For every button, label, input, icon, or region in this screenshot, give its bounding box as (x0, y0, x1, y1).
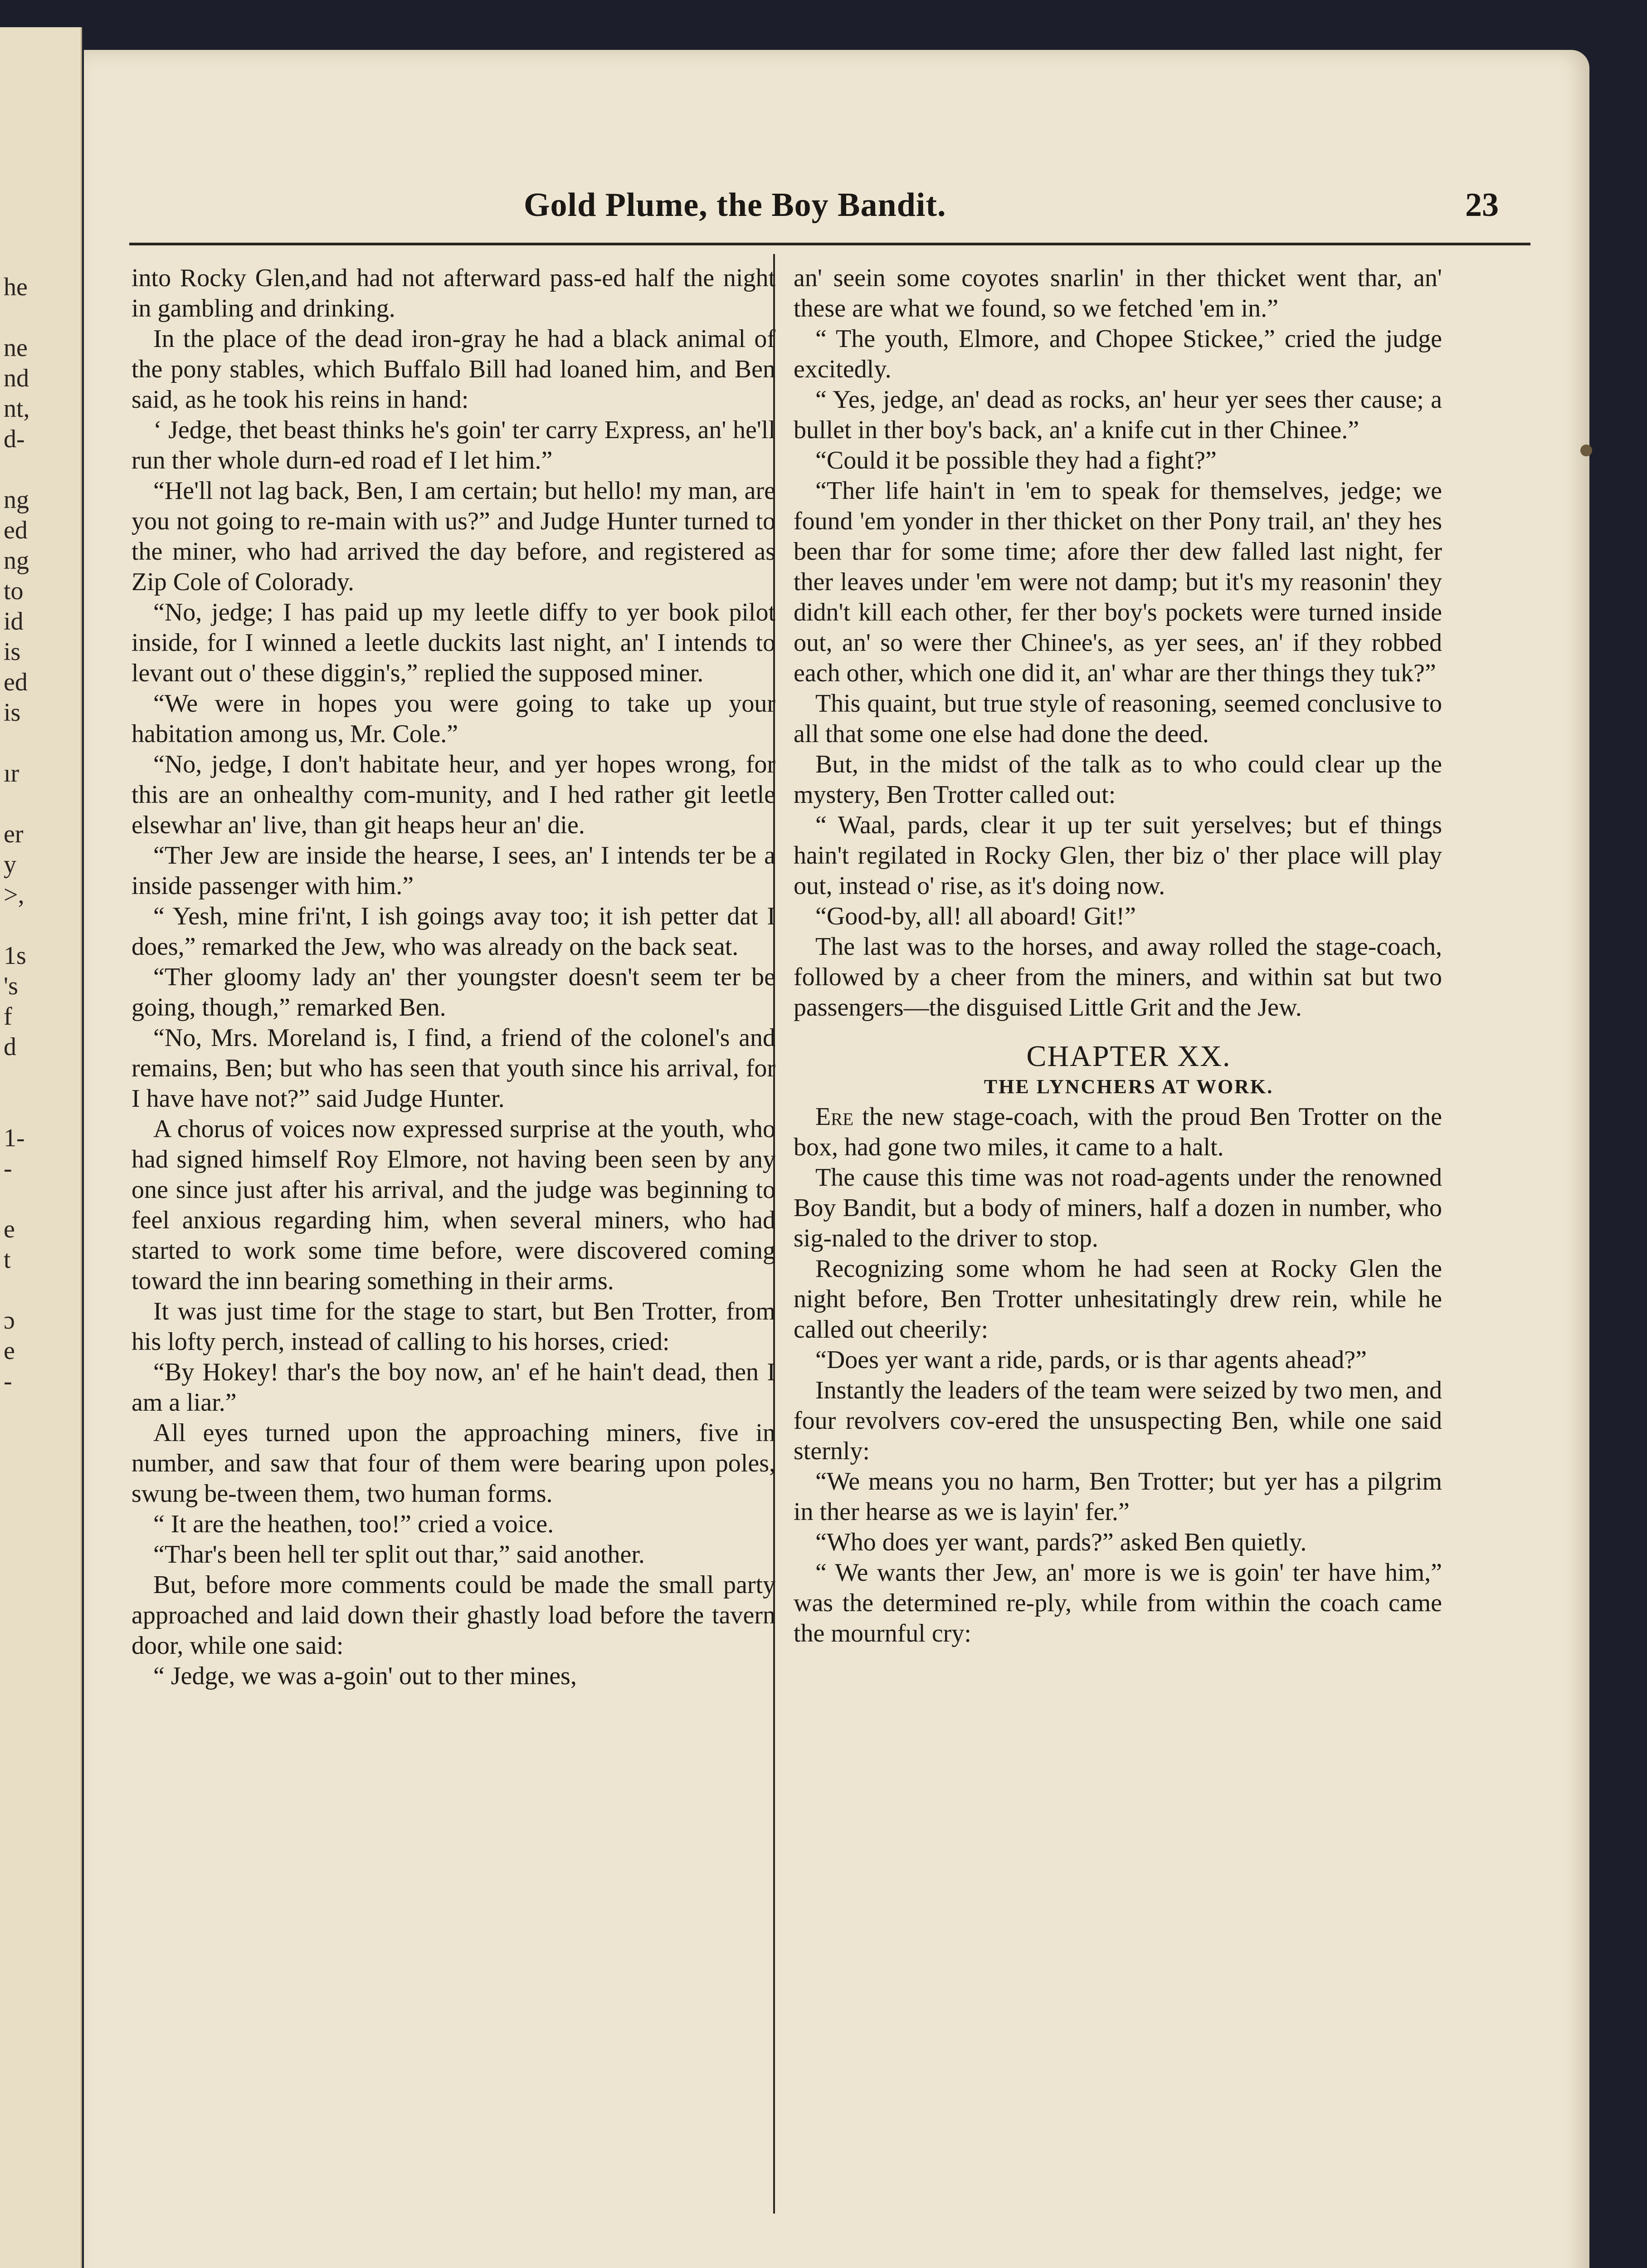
adjacent-page-fragment: is (4, 638, 21, 666)
running-header (84, 186, 1589, 227)
paragraph (132, 1540, 775, 1570)
running-title: Gold Plume, the Boy Bandit. (524, 186, 946, 224)
adjacent-page-fragment (4, 1062, 76, 1093)
adjacent-page-fragment: f (4, 1002, 12, 1031)
paragraph (794, 689, 1442, 749)
paragraph-text: “No, jedge, I don't habitate heur, and yer hopes wrong, for this are an onhealthy com-munity, and I hed rather git leetle elsewhar an' live, than git heaps heur an' die. (132, 750, 775, 839)
paragraph-text: “Thar's been hell ter split out thar,” said another. (153, 1540, 645, 1569)
paragraph-text: “Good-by, all! all aboard! Git!” (815, 902, 1136, 930)
paragraph (794, 749, 1442, 810)
adjacent-page-fragment: e (4, 1337, 15, 1365)
adjacent-page-fragment (4, 1397, 76, 1427)
paragraph-text: But, in the midst of the talk as to who could clear up the mystery, Ben Trotter called out: (794, 750, 1442, 809)
paragraph (132, 1023, 775, 1114)
paragraph (794, 901, 1442, 932)
book-page (84, 50, 1589, 2268)
adjacent-page-fragment: ed (4, 516, 28, 544)
adjacent-page-fragment: - (4, 1367, 12, 1395)
paragraph (794, 1466, 1442, 1527)
right-column-text (794, 263, 1442, 1023)
adjacent-page-fragment: d (4, 1033, 16, 1061)
paragraph (794, 476, 1442, 689)
paragraph-text: ‘ Jedge, thet beast thinks he's goin' ter carry Express, an' he'll run ther whole durn-ed road ef I let him.” (132, 416, 775, 474)
paragraph (794, 1558, 1442, 1649)
paragraph-text: This quaint, but true style of reasoning, seemed conclusive to all that some one else had done the deed. (794, 689, 1442, 748)
paragraph (132, 1296, 775, 1357)
paragraph (132, 1570, 775, 1661)
paragraph (794, 385, 1442, 445)
paragraph (132, 1661, 775, 1691)
adjacent-page-fragment: 1- (4, 1124, 25, 1152)
chapter-subtitle: THE LYNCHERS AT WORK. (984, 1075, 1274, 1098)
paragraph-text: “Ther life hain't in 'em to speak for themselves, jedge; we found 'em yonder in ther thicket on ther Pony trail, an' they hes been thar for some time; afore ther dew falled last night, fer ther leaves under 'em were not damp; but it's my reasonin' they didn't kill each other, fer ther boy's pockets were turned inside out, an' so were ther Chinee's, as yer sees, an' if they robbed each other, which one did it, an' whar are ther things they tuk?” (794, 477, 1442, 687)
adjacent-page-fragment: 's (4, 972, 18, 1000)
paragraph (132, 1357, 775, 1418)
paragraph (794, 1527, 1442, 1558)
adjacent-page-fragment: ng (4, 547, 29, 575)
paragraph-text: “ It are the heathen, too!” cried a voice. (153, 1510, 554, 1538)
adjacent-page-fragment (4, 1275, 76, 1305)
paragraph (132, 1114, 775, 1296)
paragraph (132, 263, 775, 324)
paragraph-text: The cause this time was not road-agents under the renowned Boy Bandit, but a body of miners, half a dozen in number, who sig-naled to the driver to stop. (794, 1163, 1442, 1252)
adjacent-page-fragment (4, 303, 76, 333)
adjacent-page-fragment: to (4, 577, 24, 605)
adjacent-page-fragment: ne (4, 334, 28, 362)
paragraph (794, 1345, 1442, 1375)
page-number: 23 (1465, 186, 1499, 224)
paragraph (132, 1418, 775, 1509)
drop-lead-word: Ere (815, 1103, 854, 1131)
chapter-heading: CHAPTER XX. (1026, 1040, 1231, 1073)
paragraph (794, 1254, 1442, 1345)
paragraph-text: an' seein some coyotes snarlin' in ther thicket went thar, an' these are what we found, so we fetched 'em in.” (794, 264, 1442, 323)
adjacent-page-fragment (4, 1093, 76, 1123)
ink-speck (1580, 445, 1592, 456)
paragraph-text: “ Waal, pards, clear it up ter suit yerselves; but ef things hain't regilated in Rocky Glen, ther biz o' ther place will play out, instead o' rise, as it's doing now. (794, 811, 1442, 900)
adjacent-page-fragment: er (4, 820, 24, 848)
paragraph (132, 901, 775, 962)
paragraph-text: “Ther gloomy lady an' ther youngster doesn't seem ter be going, though,” remarked Ben. (132, 963, 775, 1022)
paragraph-text: “Ther Jew are inside the hearse, I sees, an' I intends ter be a inside passenger with him.” (132, 841, 775, 900)
paragraph-text: the new stage-coach, with the proud Ben Trotter on the box, had gone two miles, it came to a halt. (794, 1103, 1442, 1161)
paragraph-text: “We were in hopes you were going to take up your habitation among us, Mr. Cole.” (132, 689, 775, 748)
paragraph-text: In the place of the dead iron-gray he had a black animal of the pony stables, which Buffalo Bill had loaned him, and Ben said, as he took his reins in hand: (132, 325, 775, 414)
adjacent-page-fragment: 1s (4, 942, 26, 970)
paragraph-text: “ We wants ther Jew, an' more is we is goin' ter have him,” was the determined re-ply, while from within the coach came the mournful cry: (794, 1559, 1442, 1647)
paragraph (794, 932, 1442, 1023)
paragraph (794, 1375, 1442, 1466)
adjacent-page-fragment: nt, (4, 395, 30, 423)
paragraph-text: “ Jedge, we was a-goin' out to ther mines, (153, 1662, 577, 1690)
paragraph (132, 749, 775, 841)
paragraph (794, 263, 1442, 324)
paragraph-text: “ The youth, Elmore, and Chopee Stickee,” cried the judge excitedly. (794, 325, 1442, 383)
paragraph-text: “ Yesh, mine fri'nt, I ish goings avay too; it ish petter dat I does,” remarked the Jew, who was already on the back seat. (132, 902, 775, 961)
adjacent-page-fragment: - (4, 1154, 12, 1183)
adjacent-page-fragment (4, 1184, 76, 1214)
adjacent-page-fragment (4, 728, 76, 758)
adjacent-page-fragment: is (4, 699, 21, 727)
adjacent-page-fragment: d- (4, 425, 25, 453)
paragraph (794, 810, 1442, 901)
paragraph (132, 689, 775, 749)
paragraph-text: “He'll not lag back, Ben, I am certain; but hello! my man, are you not going to re-main with us?” and Judge Hunter turned to the miner, who had arrived the day before, and registered as Zip Cole of Colorady. (132, 477, 775, 596)
paragraph (132, 597, 775, 689)
adjacent-page-fragment: t (4, 1246, 11, 1274)
paragraph-text: “By Hokey! thar's the boy now, an' ef he hain't dead, then I am a liar.” (132, 1358, 775, 1417)
paragraph-text: “Could it be possible they had a fight?” (815, 446, 1217, 474)
paragraph (794, 324, 1442, 385)
paragraph-text: “Who does yer want, pards?” asked Ben quietly. (815, 1528, 1307, 1556)
right-column (794, 263, 1442, 1649)
adjacent-page-fragment: ng (4, 486, 29, 514)
adjacent-page-fragment: ır (4, 759, 19, 787)
paragraph (132, 476, 775, 597)
adjacent-page-fragment: id (4, 607, 24, 635)
paragraph-text: “No, Mrs. Moreland is, I find, a friend of the colonel's and remains, Ben; but who has seen that youth since his arrival, for I have have not?” said Judge Hunter. (132, 1024, 775, 1113)
adjacent-page-fragment (4, 455, 76, 485)
adjacent-page-edge (0, 27, 82, 2268)
adjacent-page-fragment (4, 910, 76, 941)
paragraph-text: It was just time for the stage to start, but Ben Trotter, from his lofty perch, instead of calling to his horses, cried: (132, 1297, 775, 1356)
paragraph (132, 415, 775, 476)
paragraph-text: All eyes turned upon the approaching miners, five in number, and saw that four of them were bearing upon poles, swung be-tween them, two human forms. (132, 1419, 775, 1508)
paragraph (794, 1102, 1442, 1163)
paragraph-text: The last was to the horses, and away rolled the stage-coach, followed by a cheer from the miners, and within sat but two passengers—the disguised Little Grit and the Jew. (794, 933, 1442, 1022)
adjacent-page-fragment: nd (4, 364, 29, 392)
adjacent-page-fragment: >, (4, 881, 24, 909)
paragraph (132, 1509, 775, 1540)
paragraph-text: A chorus of voices now expressed surprise at the youth, who had signed himself Roy Elmore, not having been seen by any one since just after his arrival, and the judge was beginning to feel anxious regarding him, when several miners, who had started to work some time before, were discovered coming toward the inn bearing something in their arms. (132, 1115, 775, 1295)
paragraph-text: into Rocky Glen,and had not afterward pass-ed half the night in gambling and drinking. (132, 264, 775, 323)
paragraph (132, 841, 775, 901)
adjacent-page-fragments (4, 272, 76, 1427)
left-column (132, 263, 775, 1691)
paragraph (132, 962, 775, 1023)
paragraph-text: Recognizing some whom he had seen at Rocky Glen the night before, Ben Trotter unhesitatingly drew rein, while he called out cheerily: (794, 1255, 1442, 1344)
adjacent-page-fragment: ed (4, 668, 28, 696)
adjacent-page-fragment: he (4, 273, 28, 301)
paragraph-text: “We means you no harm, Ben Trotter; but yer has a pilgrim in ther hearse as we is layin' fer.” (794, 1467, 1442, 1526)
paragraph (794, 1163, 1442, 1254)
adjacent-page-fragment (4, 789, 76, 819)
paragraph-text: “ Yes, jedge, an' dead as rocks, an' heur yer sees ther cause; a bullet in ther boy's back, an' a knife cut in ther Chinee.” (794, 386, 1442, 444)
adjacent-page-fragment: y (4, 850, 16, 879)
adjacent-page-fragment: ɔ (4, 1306, 15, 1334)
adjacent-page-fragment: e (4, 1215, 15, 1243)
paragraph-text: “Does yer want a ride, pards, or is thar agents ahead?” (815, 1346, 1367, 1374)
paragraph (132, 324, 775, 415)
paragraph (794, 445, 1442, 476)
paragraph-text: “No, jedge; I has paid up my leetle diffy to yer book pilot inside, for I winned a leetle duckits last night, an' I intends to levant out o' these diggin's,” replied the supposed miner. (132, 598, 775, 687)
paragraph-text: But, before more comments could be made the small party approached and laid down their ghastly load before the tavern door, while one said: (132, 1571, 775, 1660)
right-column-chapter-text (794, 1102, 1442, 1649)
paragraph-text: Instantly the leaders of the team were seized by two men, and four revolvers cov-ered the unsuspecting Ben, while one said sternly: (794, 1376, 1442, 1465)
header-rule (129, 243, 1530, 245)
